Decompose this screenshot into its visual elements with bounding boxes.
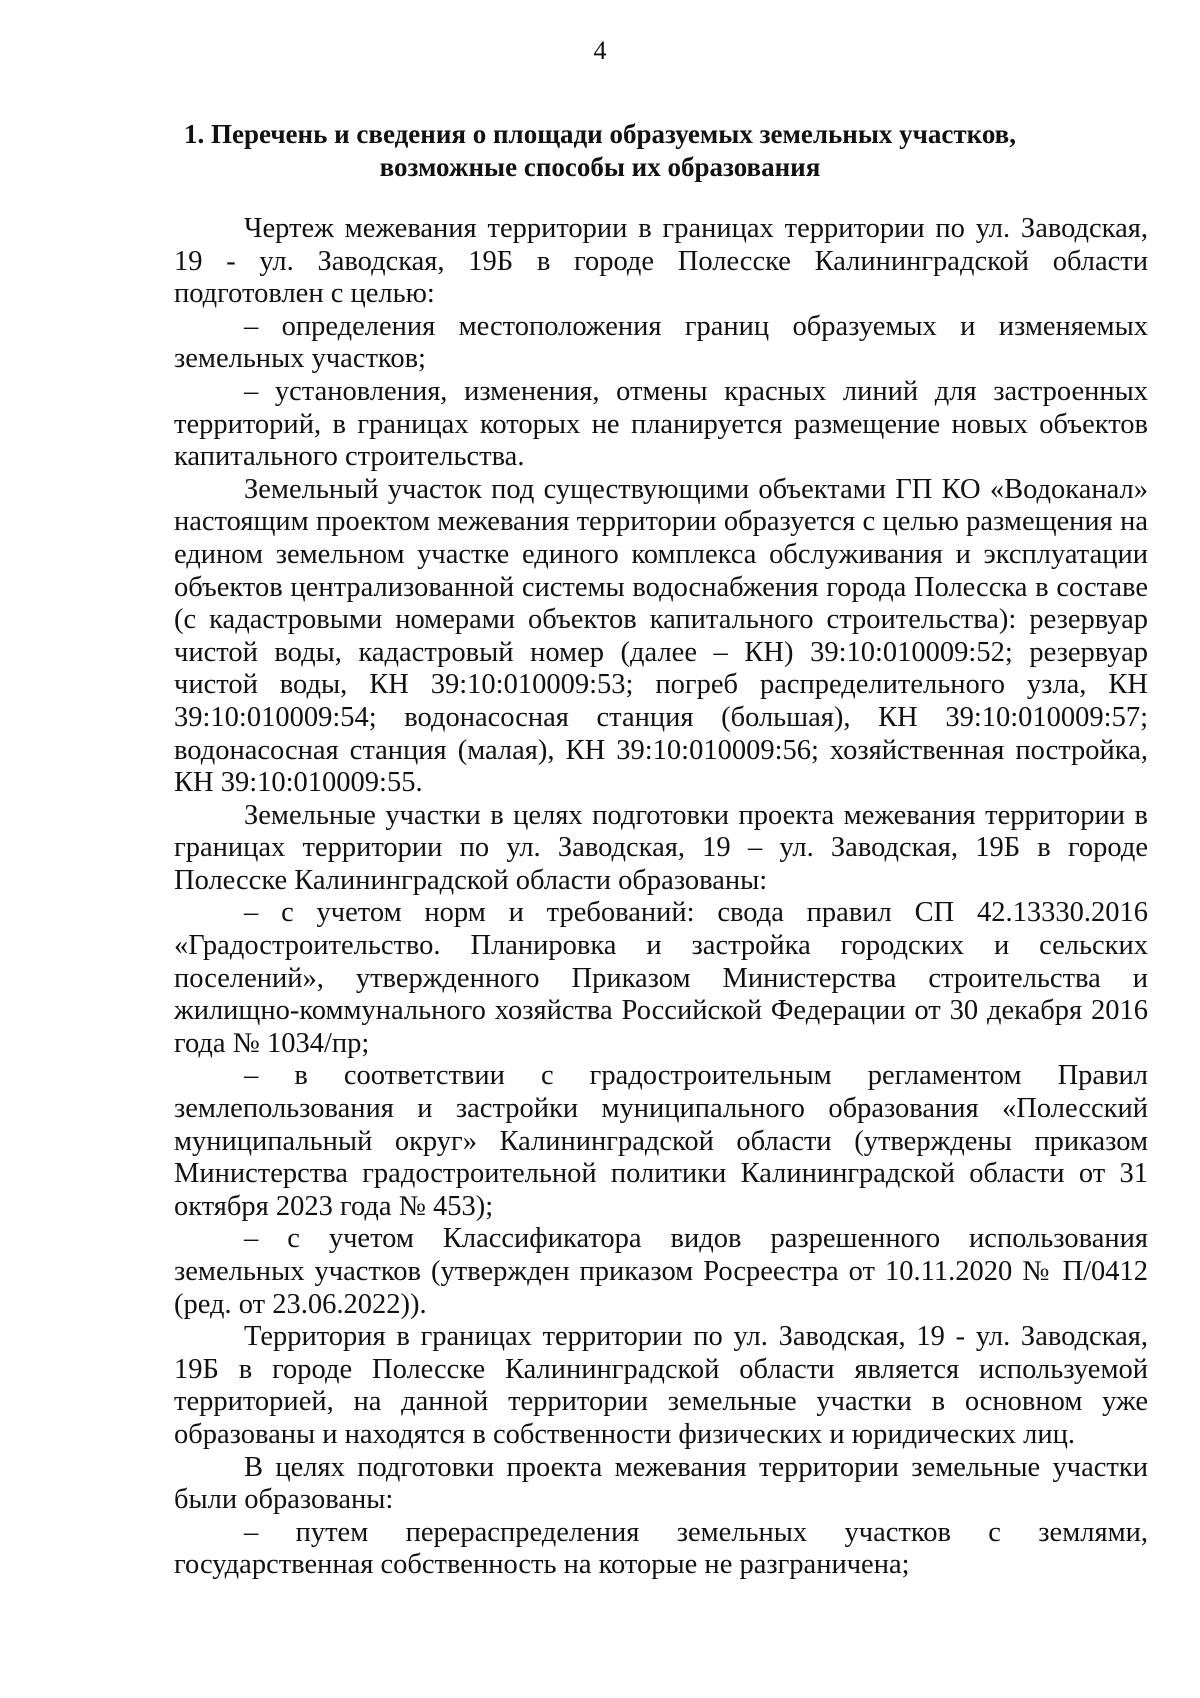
list-item-red-lines: – установления, изменения, отмены красных линий для застроенных территорий, в границах которых не планируется размещение новых объектов капитального строительства. [174, 375, 1148, 473]
paragraph-territory-status: Территория в границах территории по ул. Заводская, 19 - ул. Заводская, 19Б в городе Полесске Калининградской области является используемой территорией, на данной территории земельные участки в основном уже образованы и находятся в собственности физических и юридических лиц. [174, 1321, 1148, 1450]
section-heading-line-2: возможные способы их образования [379, 152, 821, 182]
list-item-zoning-rules: – в соответствии с градостроительным регламентом Правил землепользования и застройки муниципального образования «Полесский муниципальный округ» Калининградской области (утверждены приказом Министерства градостроительной политики Калининградской области от 31 октября 2023 года № 453); [174, 1060, 1148, 1222]
section-heading [160, 118, 1040, 184]
paragraph-plots-were-formed: В целях подготовки проекта межевания территории земельные участки были образованы: [174, 1451, 1148, 1516]
list-item-boundaries: – определения местоположения границ образуемых и изменяемых земельных участков; [174, 310, 1148, 375]
paragraph-plots-formed: Земельные участки в целях подготовки проекта межевания территории в границах территории по ул. Заводская, 19 – ул. Заводская, 19Б в городе Полесске Калининградской области образованы: [174, 799, 1148, 896]
page-number: 4 [593, 36, 607, 65]
section-heading-line-1: 1. Перечень и сведения о площади образуемых земельных участков, [184, 119, 1016, 149]
list-item-classifier: – с учетом Классификатора видов разрешенного использования земельных участков (утвержден приказом Росреестра от 10.11.2020 № П/0412 (ред. от 23.06.2022)). [174, 1223, 1148, 1320]
paragraph-intro: Чертеж межевания территории в границах территории по ул. Заводская, 19 - ул. Заводская, 19Б в городе Полесске Калининградской области подготовлен с целью: [174, 213, 1148, 310]
paragraph-vodokanal-plot: Земельный участок под существующими объектами ГП КО «Водоканал» настоящим проектом межевания территории образуется с целью размещения на едином земельном участке единого комплекса обслуживания и эксплуатации объектов централизованной системы водоснабжения города Полесска в составе (с кадастровыми номерами объектов капитального строительства): резервуар чистой воды, кадастровый номер (далее – КН) 39:10:010009:52; резервуар чистой воды, КН 39:10:010009:53; погреб распределительного узла, КН 39:10:010009:54; водонасосная станция (большая), КН 39:10:010009:57; водонасосная станция (малая), КН 39:10:010009:56; хозяйственная постройка, КН 39:10:010009:55. [174, 473, 1148, 799]
list-item-redistribution: – путем перераспределения земельных участков с землями, государственная собственность на которые не разграничена; [174, 1516, 1148, 1581]
list-item-sp-norms: – с учетом норм и требований: свода правил СП 42.13330.2016 «Градостроительство. Планировка и застройка городских и сельских поселений», утвержденного Приказом Министерства строительства и жилищно-коммунального хозяйства Российской Федерации от 30 декабря 2016 года № 1034/пр; [174, 897, 1148, 1059]
document-body [174, 213, 1148, 1582]
